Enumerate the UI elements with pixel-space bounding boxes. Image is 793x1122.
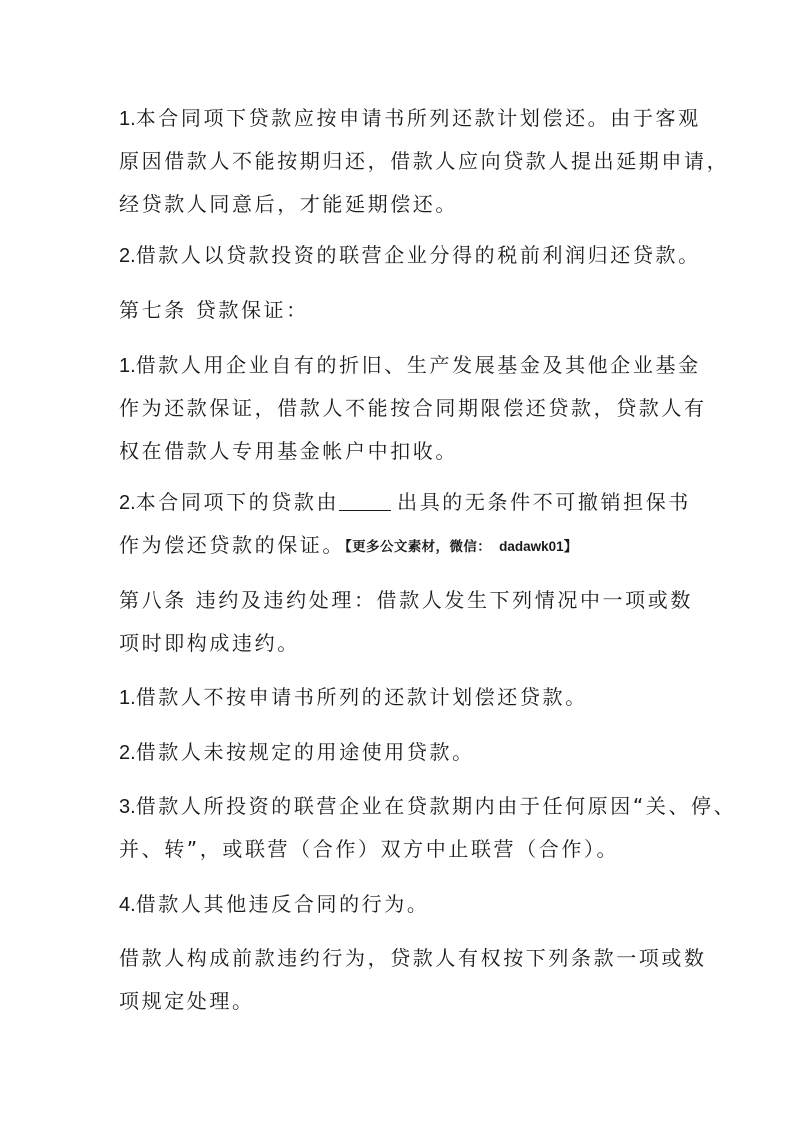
paragraph-line: 2.本合同项下的贷款由 出具的无条件不可撤销担保书 xyxy=(119,490,691,514)
paragraph-line: 第八条 违约及违约处理：借款人发生下列情况中一项或数 xyxy=(119,588,693,612)
paragraph-line: 1.借款人不按申请书所列的还款计划偿还贷款。 xyxy=(119,685,588,709)
paragraph-line: 1.借款人用企业自有的折旧、生产发展基金及其他企业基金 xyxy=(119,353,701,377)
paragraph-line: 原因借款人不能按期归还，借款人应向贷款人提出延期申请， xyxy=(119,149,730,173)
item-number: 1. xyxy=(119,108,136,130)
item-number: 4. xyxy=(119,894,136,916)
paragraph-line: 2.借款人以贷款投资的联营企业分得的税前利润归还贷款。 xyxy=(119,243,701,267)
paragraph-violation-handling xyxy=(119,937,707,1023)
paragraph-violation-4 xyxy=(119,883,699,926)
paragraph-line: 借款人构成前款违约行为，贷款人有权按下列条款一项或数 xyxy=(119,946,707,970)
paragraph-line: 1.本合同项下贷款应按申请书所列还款计划偿还。由于客观 xyxy=(119,106,701,130)
article-8-heading xyxy=(119,579,699,665)
paragraph-line: 3.借款人所投资的联营企业在贷款期内由于任何原因“关、停、 xyxy=(119,794,737,818)
paragraph-line: 2.借款人未按规定的用途使用贷款。 xyxy=(119,740,475,764)
item-number: 3. xyxy=(119,796,136,818)
paragraph-guarantee-fund xyxy=(119,344,707,473)
article-title: 第七条 贷款保证： xyxy=(119,298,309,322)
paragraph-line: 项时即构成违约。 xyxy=(119,631,300,655)
item-number: 1. xyxy=(119,355,136,377)
item-number: 2. xyxy=(119,245,136,267)
item-number: 2. xyxy=(119,742,136,764)
paragraph-guarantor xyxy=(119,481,699,567)
paragraph-line: 作为还款保证，借款人不能按合同期限偿还贷款，贷款人有 xyxy=(119,396,707,420)
article-7-heading xyxy=(119,289,699,332)
promo-note: 【更多公文素材，微信： dadawk01】 xyxy=(345,539,578,555)
item-number: 2. xyxy=(119,492,136,514)
paragraph-repayment-source xyxy=(119,234,699,277)
paragraph-line: 项规定处理。 xyxy=(119,989,255,1013)
paragraph-violation-1 xyxy=(119,676,699,719)
paragraph-line: 并、转”，或联营（合作）双方中止联营（合作）。 xyxy=(119,837,620,861)
paragraph-line: 作为偿还贷款的保证。【更多公文素材，微信： dadawk01】 xyxy=(119,533,578,557)
paragraph-line: 经贷款人同意后，才能延期偿还。 xyxy=(119,192,458,216)
item-number: 1. xyxy=(119,687,136,709)
paragraph-line: 权在借款人专用基金帐户中扣收。 xyxy=(119,439,458,463)
guarantor-blank-field xyxy=(339,488,391,511)
paragraph-violation-2 xyxy=(119,731,699,774)
paragraph-line: 4.借款人其他违反合同的行为。 xyxy=(119,892,430,916)
paragraph-repayment-plan xyxy=(119,97,730,226)
paragraph-violation-3 xyxy=(119,785,737,871)
